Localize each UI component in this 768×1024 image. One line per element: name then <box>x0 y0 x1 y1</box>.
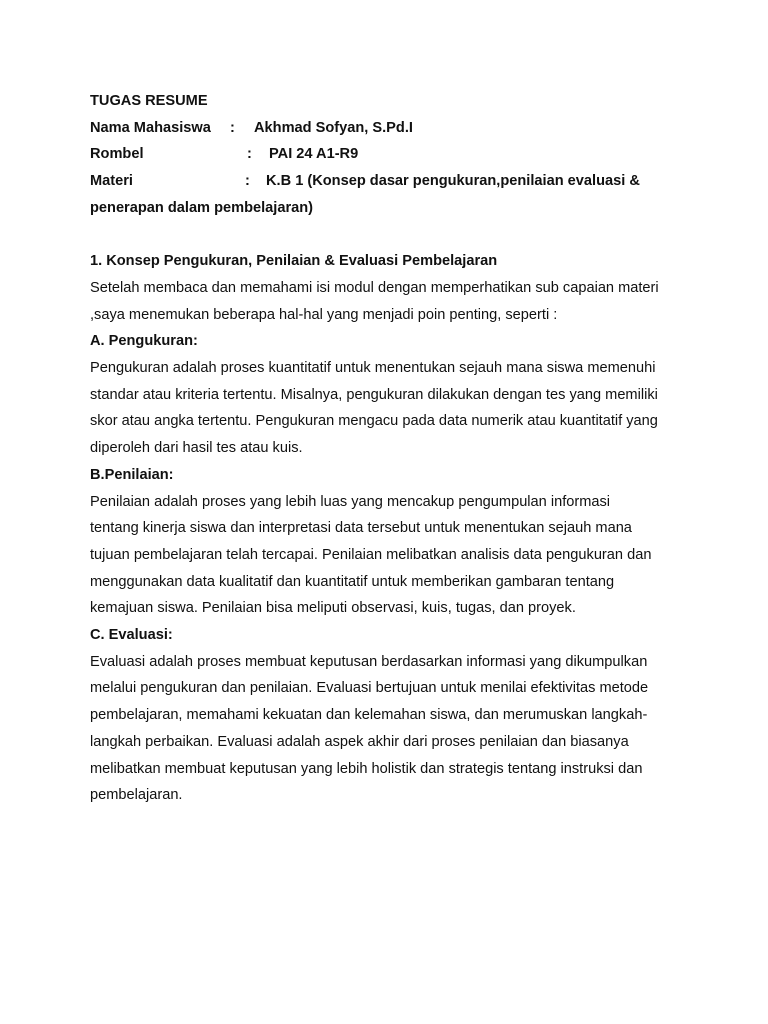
subsection-b-body <box>90 489 690 623</box>
subsection-b-heading: B.Penilaian: <box>90 466 174 483</box>
subsection-a-heading: A. Pengukuran: <box>90 333 198 350</box>
document-page <box>90 88 690 809</box>
section-1-heading: 1. Konsep Pengukuran, Penilaian & Evaluasi Pembelajaran <box>90 253 498 270</box>
paragraph-line: tentang kinerja siswa dan interpretasi data tersebut untuk menentukan sejauh mana <box>90 520 632 537</box>
paragraph-line: langkah perbaikan. Evaluasi adalah aspek akhir dari proses penilaian dan biasanya <box>90 733 629 750</box>
paragraph-line: kemajuan siswa. Penilaian bisa meliputi observasi, kuis, tugas, dan proyek. <box>90 600 576 617</box>
field-materi-separator: : <box>245 173 250 190</box>
field-nama-separator: : <box>230 119 235 136</box>
paragraph-line: Pengukuran adalah proses kuantitatif untuk menentukan sejauh mana siswa memenuhi <box>90 360 656 377</box>
paragraph-line: melalui pengukuran dan penilaian. Evaluasi bertujuan untuk menilai efektivitas metode <box>90 680 649 697</box>
paragraph-line: diperoleh dari hasil tes atau kuis. <box>90 440 303 457</box>
field-rombel-label: Rombel <box>90 146 144 163</box>
paragraph-line: skor atau angka tertentu. Pengukuran mengacu pada data numerik atau kuantitatif yang <box>90 413 658 430</box>
field-materi-label: Materi <box>90 173 133 190</box>
subsection-c-heading: C. Evaluasi: <box>90 627 173 644</box>
paragraph-line: pembelajaran, memahami kekuatan dan kelemahan siswa, dan merumuskan langkah- <box>90 707 648 724</box>
field-nama-value: Akhmad Sofyan, S.Pd.I <box>254 119 413 136</box>
field-materi-value-line2: penerapan dalam pembelajaran) <box>90 199 314 216</box>
field-materi <box>90 168 690 195</box>
paragraph-line: Setelah membaca dan memahami isi modul dengan memperhatikan sub capaian materi <box>90 279 659 296</box>
paragraph-line: melibatkan membuat keputusan yang lebih holistik dan strategis tentang instruksi dan <box>90 760 643 777</box>
spacer <box>90 222 690 249</box>
paragraph-line: ,saya menemukan beberapa hal-hal yang menjadi poin penting, seperti : <box>90 306 558 323</box>
subsection-c-body <box>90 649 690 809</box>
section-1-intro <box>90 275 690 328</box>
paragraph-line: Penilaian adalah proses yang lebih luas yang mencakup pengumpulan informasi <box>90 493 611 510</box>
paragraph-line: tujuan pembelajaran telah tercapai. Penilaian melibatkan analisis data pengukuran dan <box>90 546 652 563</box>
paragraph-line: Evaluasi adalah proses membuat keputusan berdasarkan informasi yang dikumpulkan <box>90 653 648 670</box>
paragraph-line: standar atau kriteria tertentu. Misalnya, pengukuran dilakukan dengan tes yang memiliki <box>90 386 658 403</box>
field-rombel-separator: : <box>247 146 252 163</box>
subsection-a-body <box>90 355 690 462</box>
field-rombel-value: PAI 24 A1-R9 <box>269 146 359 163</box>
paragraph-line: menggunakan data kualitatif dan kuantitatif untuk memberikan gambaran tentang <box>90 573 615 590</box>
document-title: TUGAS RESUME <box>90 93 208 109</box>
field-nama-label: Nama Mahasiswa <box>90 119 211 136</box>
field-rombel <box>90 141 690 168</box>
paragraph-line: pembelajaran. <box>90 787 183 804</box>
field-materi-value-line1: K.B 1 (Konsep dasar pengukuran,penilaian evaluasi & <box>266 173 640 190</box>
field-nama-mahasiswa <box>90 115 690 142</box>
